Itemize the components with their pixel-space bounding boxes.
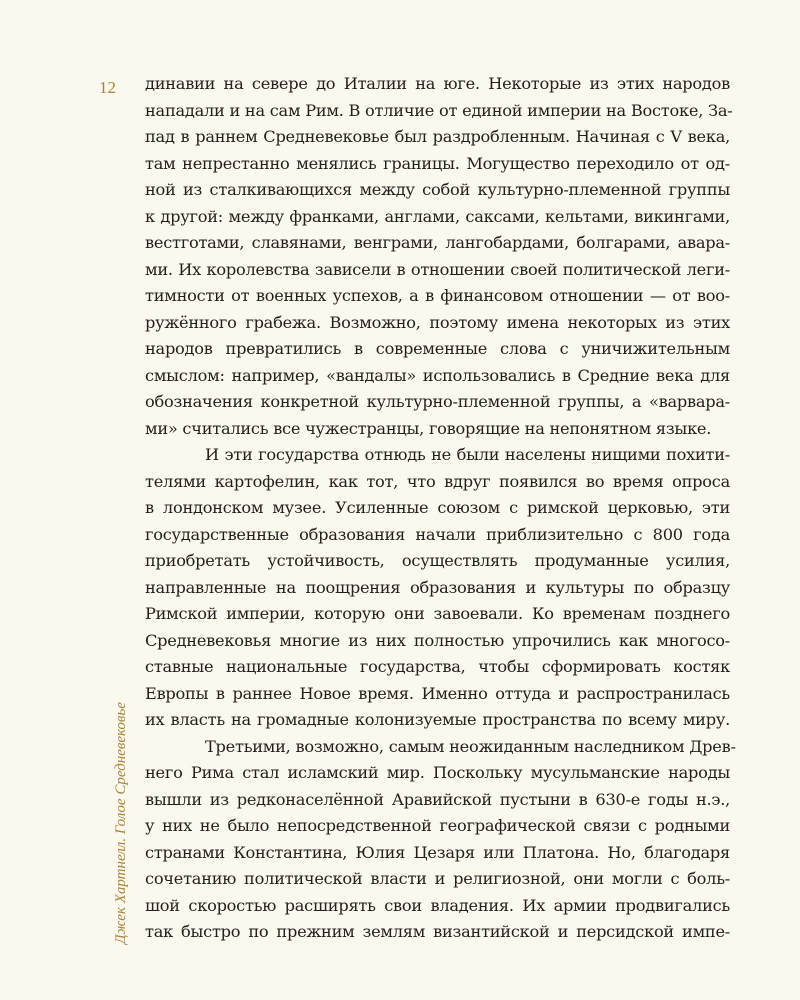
body-text bbox=[145, 71, 736, 946]
text-line: к другой: между франками, англами, саксами, кельтами, викингами, bbox=[145, 206, 730, 226]
text-line: ставные национальные государства, чтобы сформировать костяк bbox=[145, 657, 730, 676]
text-line: направленные на поощрения образования и культуры по образцу bbox=[145, 577, 730, 597]
text-line: приобретать устойчивость, осуществлять продуманные усилия, bbox=[145, 551, 730, 570]
text-line: тимности от военных успехов, а в финансовом отношении — от воо- bbox=[145, 286, 730, 305]
text-line: него Рима стал исламский мир. Поскольку мусульманские народы bbox=[145, 763, 730, 782]
text-line: Средневековья многие из них полностью упрочились как многосо- bbox=[145, 630, 730, 650]
text-line: сочетанию политической власти и религиозной, они могли с боль- bbox=[145, 869, 730, 888]
text-line: Римской империи, которую они завоевали. Ко временам позднего bbox=[145, 604, 730, 623]
page-number: 12 bbox=[99, 78, 116, 97]
text-line: у них не было непосредственной географической связи с родными bbox=[145, 816, 730, 835]
paragraph-end-line: их власть на громадные колонизуемые пространства по всему миру. bbox=[145, 710, 730, 729]
text-line: нападали и на сам Рим. В отличие от единой империи на Востоке, За- bbox=[145, 100, 733, 120]
text-line: пад в раннем Средневековье был раздробленным. Начиная с V века, bbox=[145, 127, 730, 146]
text-line: обозначения конкретной культурно-племенной группы, а «варвара- bbox=[145, 392, 730, 411]
text-line: шой скоростью расширять свои владения. Их армии продвигались bbox=[145, 895, 730, 915]
text-line: ной из сталкивающихся между собой культурно-племенной группы bbox=[145, 180, 730, 199]
text-line: вестготами, славянами, венграми, лангобардами, болгарами, авара- bbox=[145, 233, 730, 252]
text-line: народов превратились в современные слова с уничижительным bbox=[145, 339, 730, 358]
paragraph-first-line: Третьими, возможно, самым неожиданным наследником Древ- bbox=[205, 736, 736, 756]
text-line: вышли из редконаселённой Аравийской пустыни в 630-е годы н.э., bbox=[145, 789, 730, 809]
text-line: так быстро по прежним землям византийской и персидской импе- bbox=[145, 922, 730, 941]
text-line: там непрестанно менялись границы. Могущество переходило от од- bbox=[145, 153, 730, 173]
text-line: смыслом: например, «вандалы» использовались в Средние века для bbox=[145, 365, 730, 385]
text-line: государственные образования начали приблизительно с 800 года bbox=[145, 524, 730, 544]
paragraph-end-line: ми» считались все чужестранцы, говорящие на непонятном языке. bbox=[145, 418, 712, 438]
text-line: странами Константина, Юлия Цезаря или Платона. Но, благодаря bbox=[145, 842, 730, 862]
text-line: телями картофелин, как тот, что вдруг появился во время опроса bbox=[145, 471, 730, 491]
running-title: Джек Хартнелл. Голое Средневековье bbox=[113, 702, 129, 944]
text-line: Европы в раннее Новое время. Именно оттуда и распространилась bbox=[145, 683, 730, 703]
text-line: ружённого грабежа. Возможно, поэтому имена некоторых из этих bbox=[145, 312, 730, 332]
paragraph-first-line: И эти государства отнюдь не были населены нищими похити- bbox=[205, 445, 730, 464]
text-line: в лондонском музее. Усиленные союзом с римской церковью, эти bbox=[145, 498, 730, 517]
text-line: динавии на севере до Италии на юге. Некоторые из этих народов bbox=[145, 74, 730, 93]
text-line: ми. Их королевства зависели в отношении своей политической леги- bbox=[145, 259, 730, 279]
